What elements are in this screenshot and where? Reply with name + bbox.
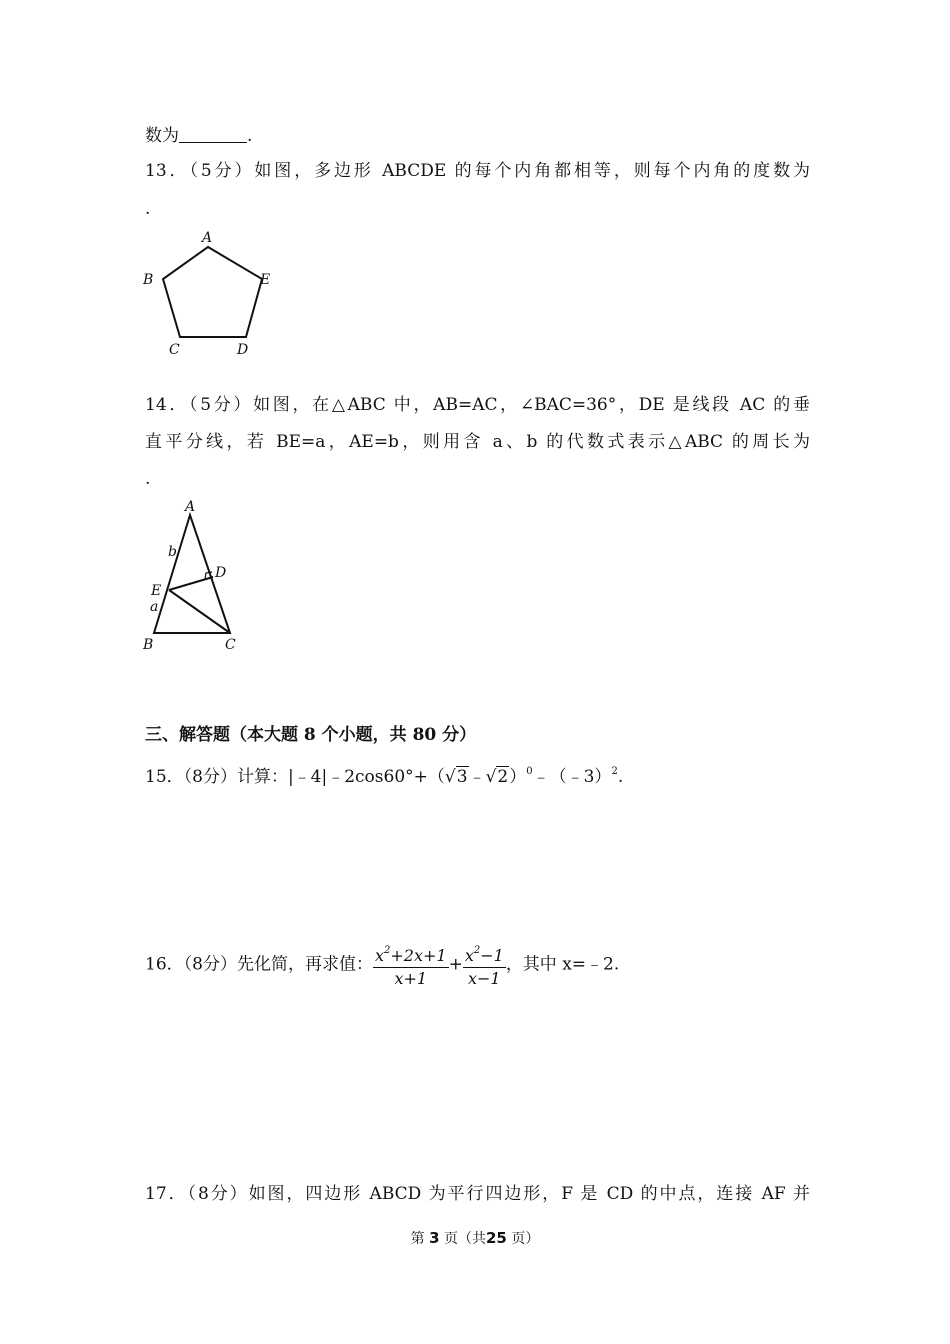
footer-post: 页） bbox=[511, 1231, 540, 1247]
footer-page-number: 3 bbox=[429, 1229, 440, 1247]
fraction-2-numerator: $x^2-1$ bbox=[463, 940, 506, 968]
pentagon-label-e: E bbox=[260, 272, 271, 288]
pentagon-label-a: A bbox=[202, 230, 213, 246]
triangle-label-e: E bbox=[151, 583, 162, 599]
q13-line-2: . bbox=[145, 199, 151, 219]
q16-prefix: 16．（8分）先化简，再求值： bbox=[145, 954, 373, 975]
sqrt-3: 3 bbox=[456, 767, 468, 787]
sqrt-2: 2 bbox=[497, 767, 509, 787]
q15-minus: ﹣ bbox=[468, 767, 486, 787]
fraction-1 bbox=[373, 940, 449, 990]
q14-line-2: 直平分线，若 BE=a，AE=b，则用含 a、b 的代数式表示△ABC 的周长为 bbox=[145, 432, 810, 452]
q15-end: . bbox=[617, 767, 624, 787]
q15-line: 15．（8分）计算：|﹣4|﹣2cos60°+（√3﹣√2）$^0$﹣（﹣3）$^2$. bbox=[145, 766, 624, 787]
fraction-2 bbox=[463, 940, 506, 990]
q16-suffix: ，其中 x=﹣2. bbox=[505, 954, 620, 975]
fraction-1-denominator: x+1 bbox=[394, 969, 428, 988]
triangle-label-a: A bbox=[185, 499, 196, 515]
pentagon-label-c: C bbox=[169, 342, 180, 358]
q15-close: ） bbox=[509, 767, 527, 787]
pentagon-label-d: D bbox=[237, 342, 249, 358]
q12-tail-end: . bbox=[247, 126, 253, 146]
q16-plus: + bbox=[448, 954, 463, 975]
q13-line-1: 13．（5分）如图，多边形 ABCDE 的每个内角都相等，则每个内角的度数为 bbox=[145, 161, 810, 181]
q14-line-3: . bbox=[145, 469, 151, 489]
fraction-2-denominator: x−1 bbox=[468, 969, 501, 988]
q16-line bbox=[145, 940, 810, 990]
q17-line-1: 17．（8分）如图，四边形 ABCD 为平行四边形，F 是 CD 的中点，连接 AF 并 bbox=[145, 1184, 810, 1204]
q14-line-1: 14．（5分）如图，在△ABC 中，AB=AC，∠BAC=36°，DE 是线段 AC 的垂 bbox=[145, 395, 810, 415]
footer-pre: 第 bbox=[410, 1231, 425, 1247]
exponent-2: 2 bbox=[611, 766, 618, 777]
q15-mid: ﹣（﹣3） bbox=[532, 767, 612, 787]
segment-ed bbox=[169, 577, 213, 590]
pentagon-shape bbox=[163, 247, 262, 337]
triangle-label-d: D bbox=[215, 565, 227, 581]
footer-total-pages: 25 bbox=[486, 1229, 507, 1247]
q12-tail-line bbox=[145, 124, 810, 147]
pentagon-figure bbox=[138, 226, 288, 361]
pentagon-label-b: B bbox=[143, 272, 154, 288]
footer-mid: 页（共 bbox=[444, 1231, 486, 1247]
segment-ec bbox=[169, 590, 230, 633]
fraction-1-numerator: $x^2+2x+1$ bbox=[373, 940, 449, 968]
triangle-label-a-side: a bbox=[150, 599, 159, 615]
section-3-title: 三、解答题（本大题 8 个小题，共 80 分） bbox=[145, 725, 477, 745]
q15-prefix: 15．（8分）计算：|﹣4|﹣2cos60°+（ bbox=[145, 767, 445, 787]
triangle-label-c: C bbox=[225, 637, 236, 653]
q12-tail-text: 数为 bbox=[145, 126, 179, 146]
triangle-label-b-side: b bbox=[168, 544, 177, 560]
page-footer bbox=[0, 1228, 950, 1248]
triangle-label-b: B bbox=[143, 637, 154, 653]
exponent-0: 0 bbox=[526, 766, 533, 777]
answer-blank bbox=[179, 124, 247, 143]
triangle-figure bbox=[138, 496, 258, 656]
